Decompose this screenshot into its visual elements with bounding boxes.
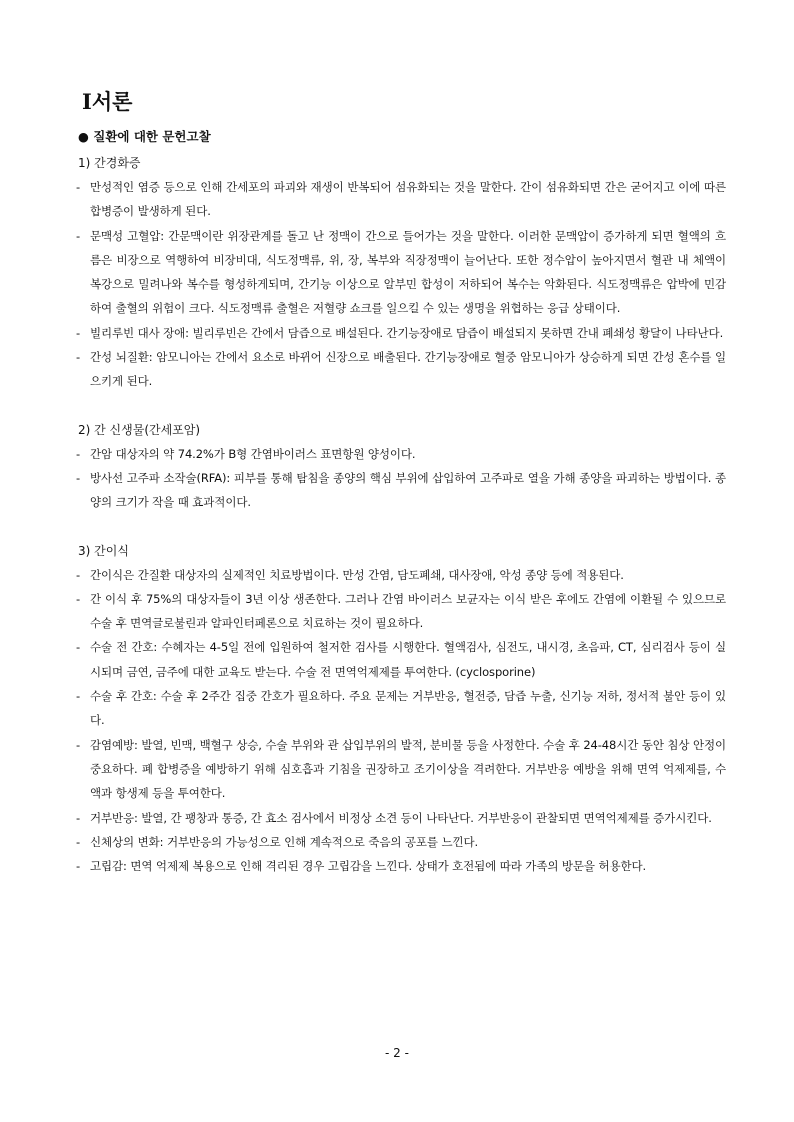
list-item-text: 빌리루빈 대사 장애: 빌리루빈은 간에서 담즙으로 배설된다. 간기능장애로 담즙이 배설되지 못하면 간내 폐쇄성 황달이 나타난다. [90,325,724,340]
list-item: - 신체상의 변화: 거부반응의 가능성으로 인해 계속적으로 죽음의 공포를 느낀다. [76,830,726,854]
section-title: 2) 간 신생물(간세포암) [78,422,201,437]
section-liver-neoplasm [76,418,726,515]
list-item: - 간 이식 후 75%의 대상자들이 3년 이상 생존한다. 그러나 간염 바이러스 보균자는 이식 받은 후에도 간염에 이환될 수 있으므로 수술 후 면역글로불린과 알파인터페론으로 치료하는 것이 필요하다. [76,587,726,636]
list-item-text: 간이식은 간질환 대상자의 실제적인 치료방법이다. 만성 간염, 담도폐쇄, 대사장애, 악성 종양 등에 적용된다. [90,567,624,582]
list-item: - 빌리루빈 대사 장애: 빌리루빈은 간에서 담즙으로 배설된다. 간기능장애로 담즙이 배설되지 못하면 간내 폐쇄성 황달이 나타난다. [76,321,726,345]
list-item: - 수술 후 간호: 수술 후 2주간 집중 간호가 필요하다. 주요 문제는 거부반응, 혈전증, 담즙 누출, 신기능 저하, 정서적 불안 등이 있다. [76,684,726,733]
list-item: - 거부반응: 발열, 간 팽창과 통증, 간 효소 검사에서 비정상 소견 등이 나타난다. 거부반응이 관찰되면 면역억제제를 증가시킨다. [76,806,726,830]
list-item: - 만성적인 염증 등으로 인해 간세포의 파괴와 재생이 반복되어 섬유화되는 것을 말한다. 간이 섬유화되면 간은 굳어지고 이에 따른 합병증이 발생하게 된다. [76,175,726,224]
list-item-text: 신체상의 변화: 거부반응의 가능성으로 인해 계속적으로 죽음의 공포를 느낀다. [90,834,479,849]
list-item: - 감염예방: 발열, 빈맥, 백혈구 상승, 수술 부위와 관 삽입부위의 발적, 분비물 등을 사정한다. 수술 후 24-48시간 동안 침상 안정이 중요하다. 폐 합병증을 예방하기 위해 심호흡과 기침을 권장하고 조기이상을 격려한다. 거부반응 예방을 위해 면역 억제제를, 수액과 항생제 등을 투여한다. [76,733,726,806]
list-item-text: 고립감: 면역 억제제 복용으로 인해 격리된 경우 고립감을 느낀다. 상태가 호전됨에 따라 가족의 방문을 허용한다. [90,859,647,874]
list-item-text: 방사선 고주파 소작술(RFA): 피부를 통해 탐침을 종양의 핵심 부위에 삽입하여 고주파로 열을 가해 종양을 파괴하는 방법이다. 종양의 크기가 작을 때 효과적이다. [90,470,726,510]
list-item: - 방사선 고주파 소작술(RFA): 피부를 통해 탐침을 종양의 핵심 부위에 삽입하여 고주파로 열을 가해 종양을 파괴하는 방법이다. 종양의 크기가 작을 때 효과적이다. [76,466,726,515]
list-item: - 간성 뇌질환: 암모니아는 간에서 요소로 바뀌어 신장으로 배출된다. 간기능장애로 혈중 암모니아가 상승하게 되면 간성 혼수를 일으키게 된다. [76,345,726,394]
list-item-text: 간암 대상자의 약 74.2%가 B형 간염바이러스 표면항원 양성이다. [90,446,416,461]
list-item: - 문맥성 고혈압: 간문맥이란 위장관계를 돌고 난 정맥이 간으로 들어가는 것을 말한다. 이러한 문맥압이 증가하게 되면 혈액의 흐름은 비장으로 역행하여 비장비대, 식도정맥류, 위, 장, 복부와 직장정맥이 늘어난다. 또한 정수압이 높아지면서 혈관 내 체액이 복강으로 밀려나와 복수를 형성하게되며, 간기능 이상으로 알부민 합성이 저하되어 복수는 악화된다. 식도정맥류은 압박에 민감하여 출혈의 위험이 크다. 식도정맥류 출혈은 저혈량 쇼크를 일으킬 수 있는 생명을 위협하는 응급 상태이다. [76,224,726,321]
document-body [76,88,726,878]
list-item-text: 수술 후 간호: 수술 후 2주간 집중 간호가 필요하다. 주요 문제는 거부반응, 혈전증, 담즙 누출, 신기능 저하, 정서적 불안 등이 있다. [90,689,726,728]
list-item: - 간암 대상자의 약 74.2%가 B형 간염바이러스 표면항원 양성이다. [76,442,726,466]
list-item: - 간이식은 간질환 대상자의 실제적인 치료방법이다. 만성 간염, 담도폐쇄, 대사장애, 악성 종양 등에 적용된다. [76,563,726,587]
list-item-text: 수술 전 간호: 수혜자는 4-5일 전에 입원하여 철저한 검사를 시행한다. 혈액검사, 심전도, 내시경, 초음파, CT, 심리검사 등이 실시되며 금연, 금주에 대한 교육도 받는다. 수술 전 면역억제제를 투여한다. (cyclosporine) [90,640,726,679]
page-number: - 2 - [385,1046,409,1060]
list-item: - 고립감: 면역 억제제 복용으로 인해 격리된 경우 고립감을 느낀다. 상태가 호전됨에 따라 가족의 방문을 허용한다. [76,854,726,878]
section-liver-cirrhosis [76,151,726,394]
list-item-text: 거부반응: 발열, 간 팽창과 통증, 간 효소 검사에서 비정상 소견 등이 나타난다. 거부반응이 관찰되면 면역억제제를 증가시킨다. [90,810,712,825]
list-item-text: 간성 뇌질환: 암모니아는 간에서 요소로 바뀌어 신장으로 배출된다. 간기능장애로 혈중 암모니아가 상승하게 되면 간성 혼수를 일으키게 된다. [90,350,726,389]
list-item-text: 만성적인 염증 등으로 인해 간세포의 파괴와 재생이 반복되어 섬유화되는 것을 말한다. 간이 섬유화되면 간은 굳어지고 이에 따른 합병증이 발생하게 된다. [90,180,726,219]
list-item-text: 문맥성 고혈압: 간문맥이란 위장관계를 돌고 난 정맥이 간으로 들어가는 것을 말한다. 이러한 문맥압이 증가하게 되면 혈액의 흐름은 비장으로 역행하여 비장비대, 식도정맥류, 위, 장, 복부와 직장정맥이 늘어난다. 또한 정수압이 높아지면서 혈관 내 체액이 복강으로 밀려나와 복수를 형성하게되며, 간기능 이상으로 알부민 합성이 저하되어 복수는 악화된다. 식도정맥류은 압박에 민감하여 출혈의 위험이 크다. 식도정맥류 출혈은 저혈량 쇼크를 일으킬 수 있는 생명을 위협하는 응급 상태이다. [90,228,726,316]
list-item: - 수술 전 간호: 수혜자는 4-5일 전에 입원하여 철저한 검사를 시행한다. 혈액검사, 심전도, 내시경, 초음파, CT, 심리검사 등이 실시되며 금연, 금주에 대한 교육도 받는다. 수술 전 면역억제제를 투여한다. (cyclosporine) [76,635,726,684]
list-item-text: 간 이식 후 75%의 대상자들이 3년 이상 생존한다. 그러나 간염 바이러스 보균자는 이식 받은 후에도 간염에 이환될 수 있으므로 수술 후 면역글로불린과 알파인터페론으로 치료하는 것이 필요하다. [90,591,726,631]
section-title: 3) 간이식 [78,543,129,558]
section-header: ● 질환에 대한 문헌고찰 [78,129,211,144]
chapter-title: Ⅰ서론 [82,89,133,114]
section-title: 1) 간경화증 [78,156,141,170]
list-item-text: 감염예방: 발열, 빈맥, 백혈구 상승, 수술 부위와 관 삽입부위의 발적, 분비물 등을 사정한다. 수술 후 24-48시간 동안 침상 안정이 중요하다. 폐 합병증을 예방하기 위해 심호흡과 기침을 권장하고 조기이상을 격려한다. 거부반응 예방을 위해 면역 억제제를, 수액과 항생제 등을 투여한다. [90,737,726,801]
section-liver-transplant [76,539,726,879]
